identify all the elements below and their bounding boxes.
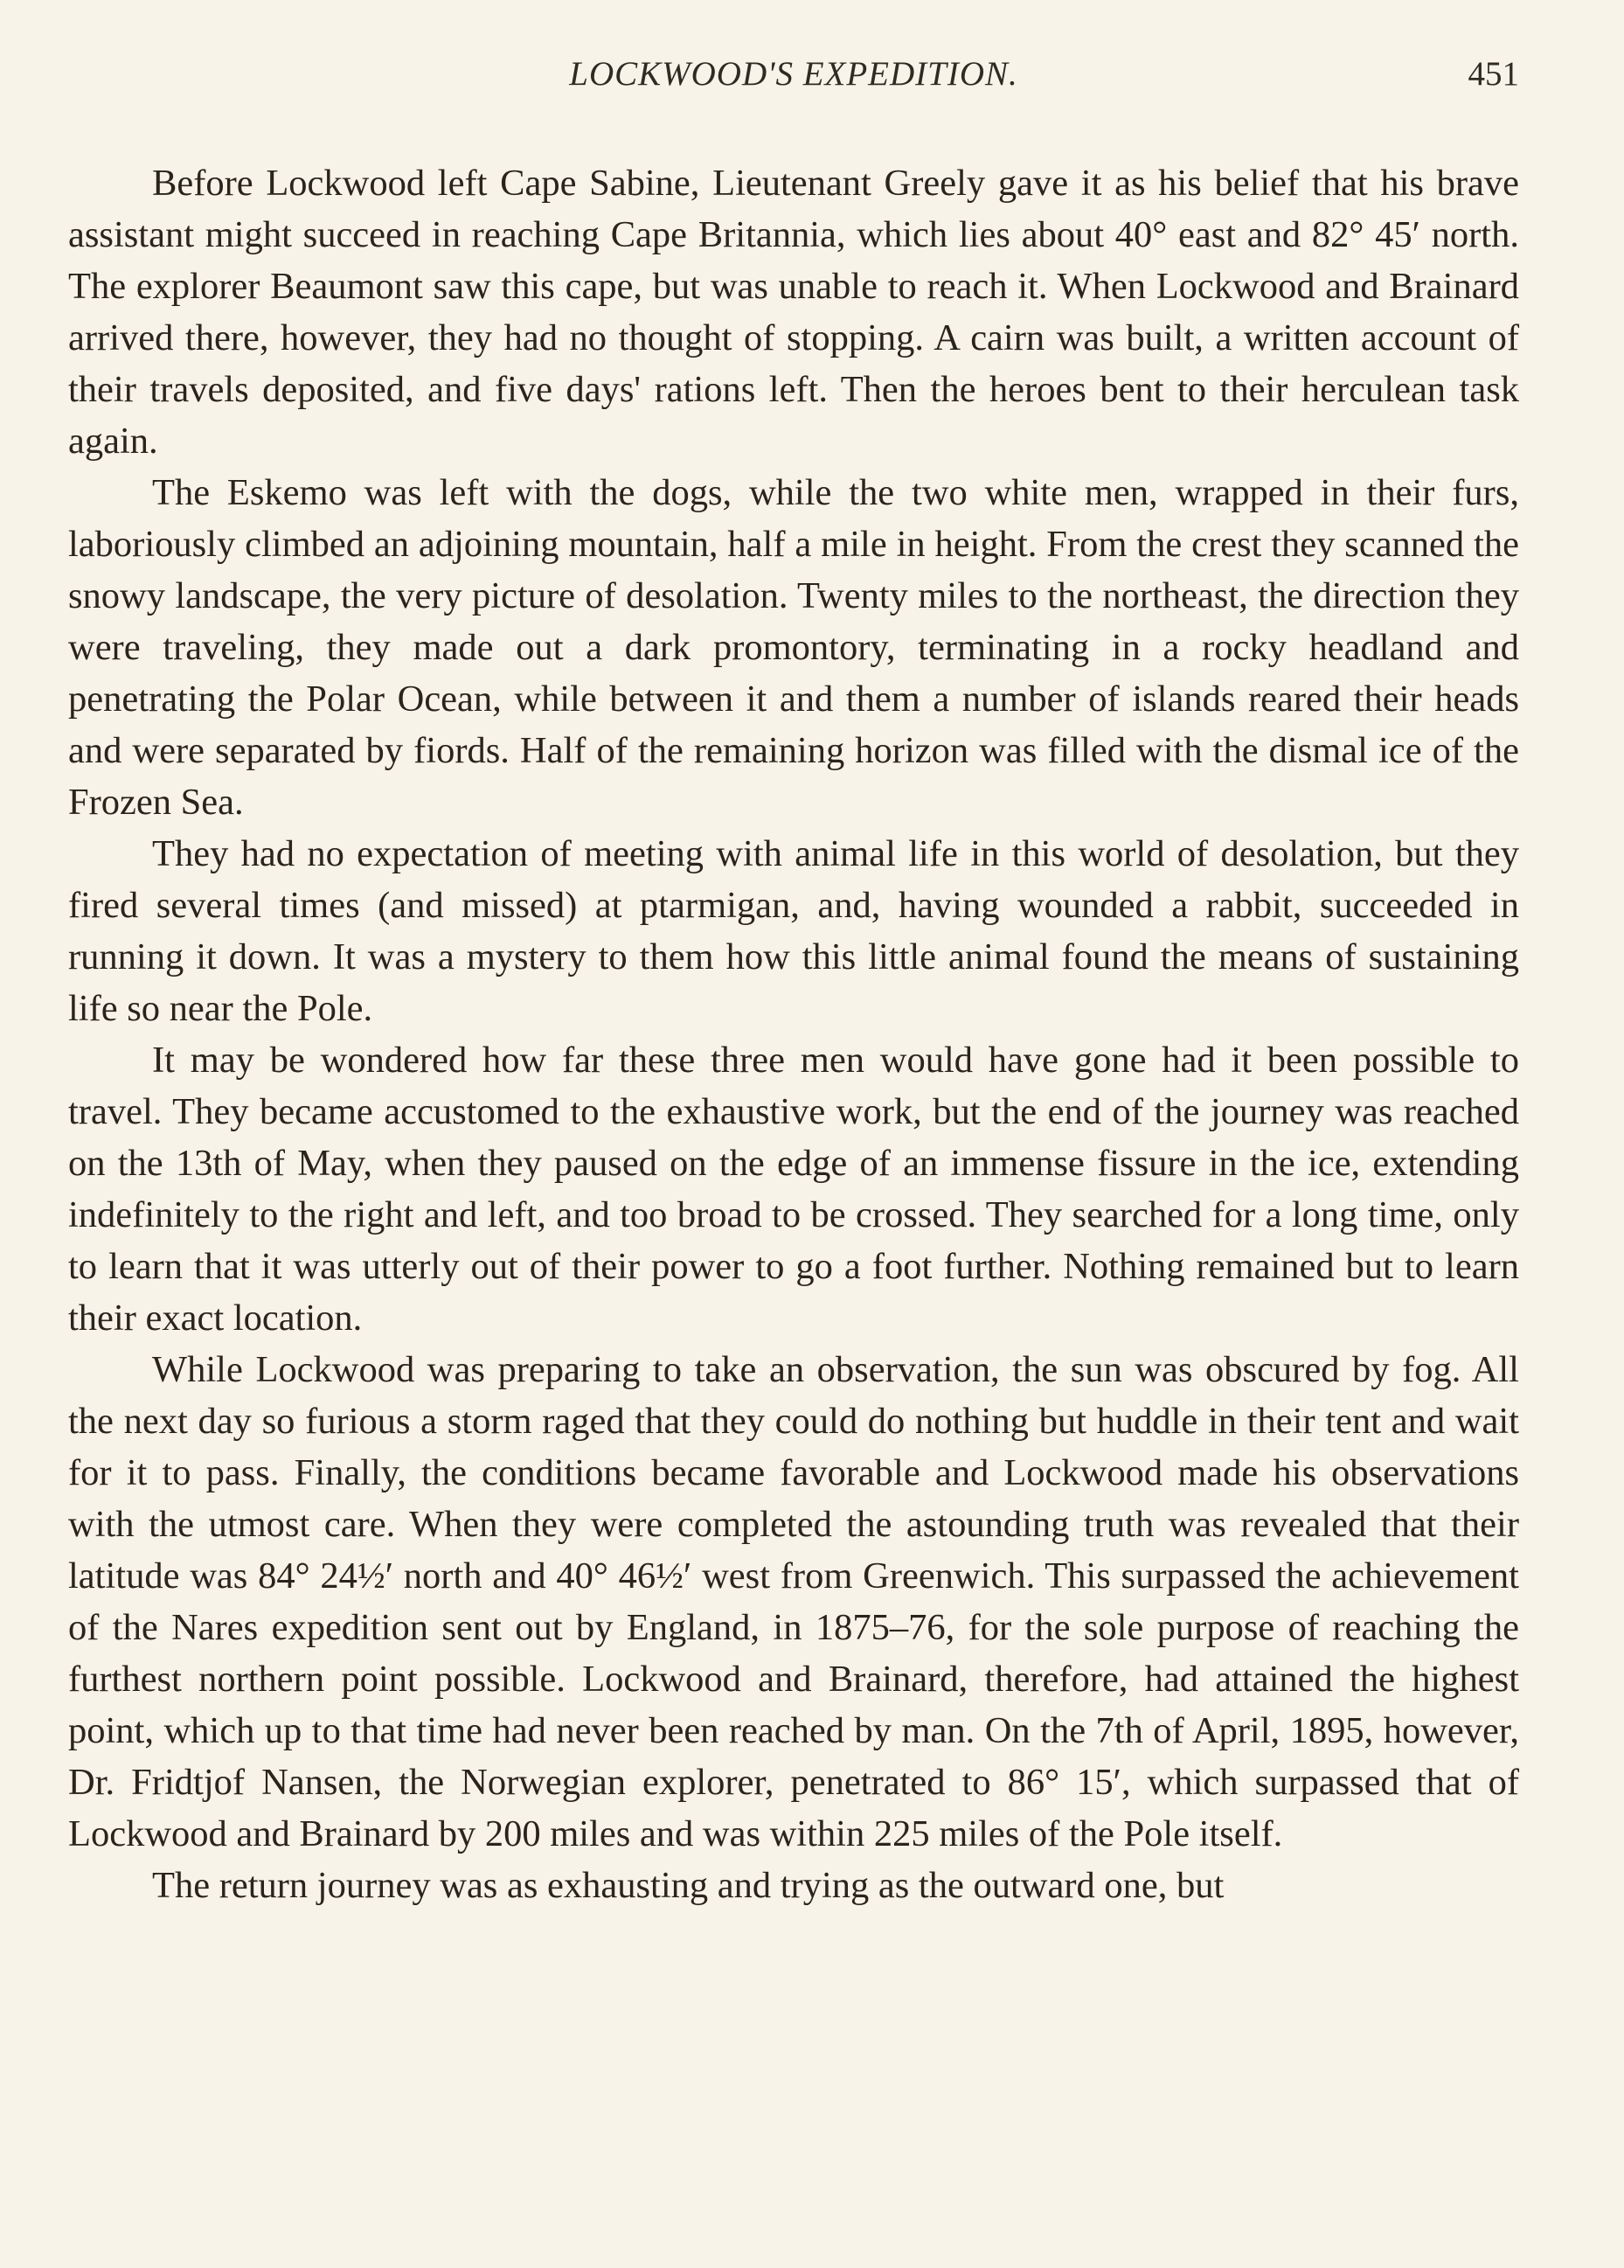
page-number: 451 xyxy=(1468,55,1519,93)
book-page xyxy=(68,54,1519,1911)
paragraph: The return journey was as exhausting and trying as the outward one, but xyxy=(152,1865,1225,1906)
paragraph: The Eskemo was left with the dogs, while the two white men, wrapped in their furs, laboriously climbed an adjoining mountain, half a mile in height. From the crest they scanned the snowy landscape, the very picture of desolation. Twenty miles to the northeast, the direction they were traveling, they made out a dark promontory, terminating in a rocky headland and penetrating the Polar Ocean, while between it and them a number of islands reared their heads and were separated by fiords. Half of the remaining horizon was filled with the dismal ice of the Frozen Sea. xyxy=(68,472,1519,823)
paragraph: They had no expectation of meeting with animal life in this world of desolation, but they fired several times (and missed) at ptarmigan, and, having wounded a rabbit, succeeded in running it down. It was a mystery to them how this little animal found the means of sustaining life so near the Pole. xyxy=(68,833,1519,1029)
paragraph: Before Lockwood left Cape Sabine, Lieutenant Greely gave it as his belief that his brave assistant might succeed in reaching Cape Britannia, which lies about 40° east and 82° 45′ north. The explorer Beaumont saw this cape, but was unable to reach it. When Lockwood and Brainard arrived there, however, they had no thought of stopping. A cairn was built, a written account of their travels deposited, and five days' rations left. Then the heroes bent to their herculean task again. xyxy=(68,163,1519,462)
page-header xyxy=(68,54,1519,115)
body-text xyxy=(68,157,1519,1911)
running-title: LOCKWOOD'S EXPEDITION. xyxy=(569,55,1018,93)
paragraph: While Lockwood was preparing to take an observation, the sun was obscured by fog. All the next day so furious a storm raged that they could do nothing but huddle in their tent and wait for it to pass. Finally, the conditions became favorable and Lockwood made his observations with the utmost care. When they were completed the astounding truth was revealed that their latitude was 84° 24½′ north and 40° 46½′ west from Greenwich. This surpassed the achievement of the Nares expedition sent out by England, in 1875–76, for the sole purpose of reaching the furthest northern point possible. Lockwood and Brainard, therefore, had attained the highest point, which up to that time had never been reached by man. On the 7th of April, 1895, however, Dr. Fridtjof Nansen, the Norwegian explorer, penetrated to 86° 15′, which surpassed that of Lockwood and Brainard by 200 miles and was within 225 miles of the Pole itself. xyxy=(68,1349,1519,1854)
paragraph: It may be wondered how far these three men would have gone had it been possible to travel. They became accustomed to the exhaustive work, but the end of the journey was reached on the 13th of May, when they paused on the edge of an immense fissure in the ice, extending indefinitely to the right and left, and too broad to be crossed. They searched for a long time, only to learn that it was utterly out of their power to go a foot further. Nothing remained but to learn their exact location. xyxy=(68,1040,1519,1339)
